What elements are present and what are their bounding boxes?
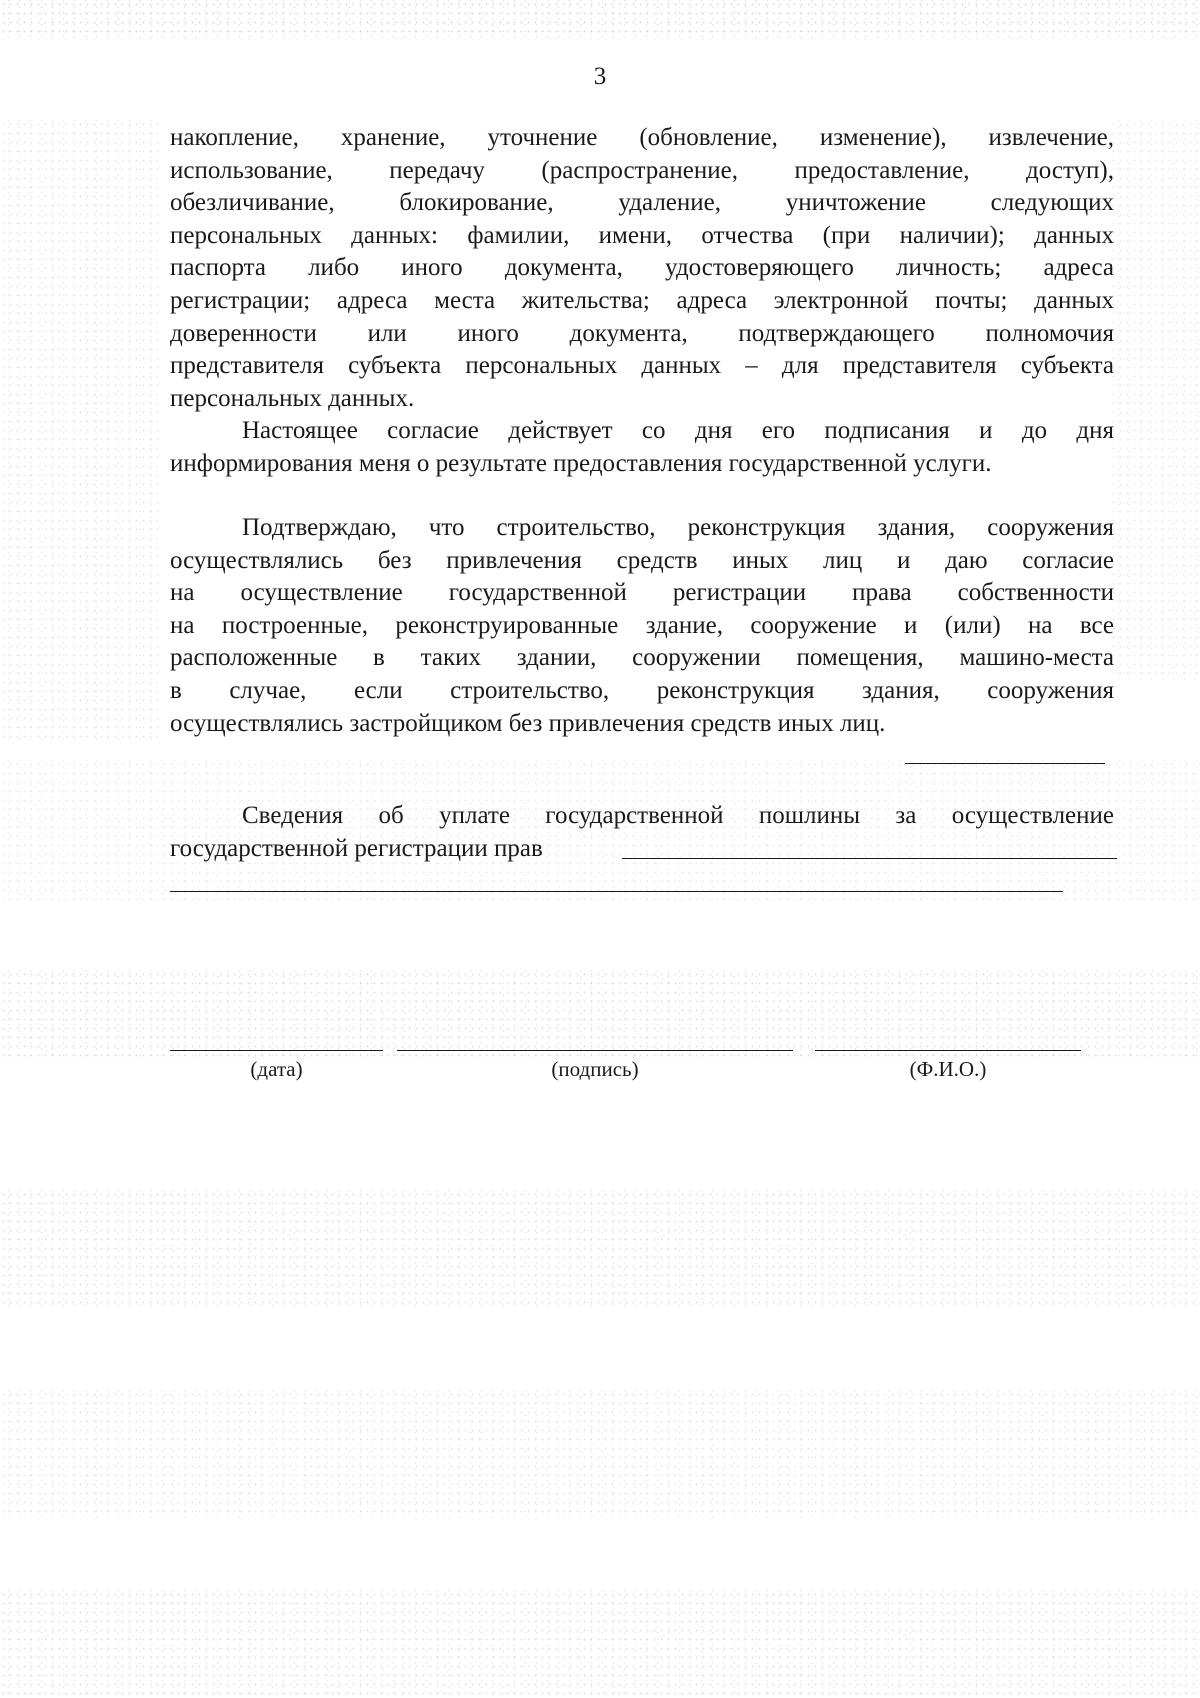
text-line: на осуществление государственной регистрации права собственности <box>170 579 1114 607</box>
date-caption: (дата) <box>250 1057 303 1081</box>
state-duty-blank-line-2[interactable] <box>170 891 1063 892</box>
consent-validity-paragraph <box>170 415 1114 480</box>
signature-caption: (подпись) <box>551 1057 639 1081</box>
text-line: Настоящее согласие действует со дня его подписания и до дня <box>242 417 1114 444</box>
full-name-caption: (Ф.И.О.) <box>909 1057 987 1081</box>
text-line: Подтверждаю, что строительство, реконструкция здания, сооружения <box>242 514 1114 541</box>
text-line: обезличивание, блокирование, удаление, уничтожение следующих <box>170 189 1114 217</box>
state-duty-paragraph <box>170 800 1114 865</box>
text-line: информирования меня о результате предоставления государственной услуги. <box>170 449 992 477</box>
underline-blank <box>905 763 1105 764</box>
text-line: персональных данных: фамилии, имени, отчества (при наличии); данных <box>170 221 1114 249</box>
consent-paragraph-data-processing <box>170 122 1114 415</box>
text-line: доверенности или иного документа, подтверждающего полномочия <box>170 319 1114 347</box>
scan-noise <box>0 1190 1200 1310</box>
text-line: на построенные, реконструированные здание, сооружение и (или) на все <box>170 611 1114 639</box>
text-line: Сведения об уплате государственной пошлины за осуществление <box>242 802 1114 829</box>
full-name-line[interactable] <box>815 1050 1081 1051</box>
text-line <box>170 833 1114 866</box>
signature-line[interactable] <box>397 1050 793 1051</box>
text-line: представителя субъекта персональных данных – для представителя субъекта <box>170 352 1114 380</box>
text-line: накопление, хранение, уточнение (обновление, изменение), извлечение, <box>170 124 1114 151</box>
text-line: использование, передачу (распространение, предоставление, доступ), <box>170 156 1114 184</box>
scan-noise <box>0 1590 1200 1698</box>
scan-noise <box>0 1390 1200 1520</box>
text-line: осуществлялись без привлечения средств иных лиц и даю согласие <box>170 546 1114 574</box>
text-line: осуществлялись застройщиком без привлечения средств иных лиц. <box>170 709 886 737</box>
text-line: расположенные в таких здании, сооружении помещения, машино-места <box>170 644 1114 672</box>
scan-noise <box>1110 120 1200 680</box>
text-line: паспорта либо иного документа, удостоверяющего личность; адреса <box>170 254 1114 282</box>
state-duty-label: государственной регистрации прав <box>170 834 543 862</box>
page-number: 3 <box>593 63 607 90</box>
text-line: регистрации; адреса места жительства; адреса электронной почты; данных <box>170 286 1114 314</box>
date-line[interactable] <box>170 1050 383 1051</box>
text-line: в случае, если строительство, реконструкция здания, сооружения <box>170 676 1114 704</box>
scan-noise <box>0 120 160 740</box>
scan-noise <box>0 0 1200 40</box>
construction-confirmation-paragraph <box>170 512 1114 740</box>
scan-noise <box>0 970 1200 1060</box>
state-duty-blank-line[interactable] <box>622 858 1117 859</box>
text-line: персональных данных. <box>170 384 415 412</box>
